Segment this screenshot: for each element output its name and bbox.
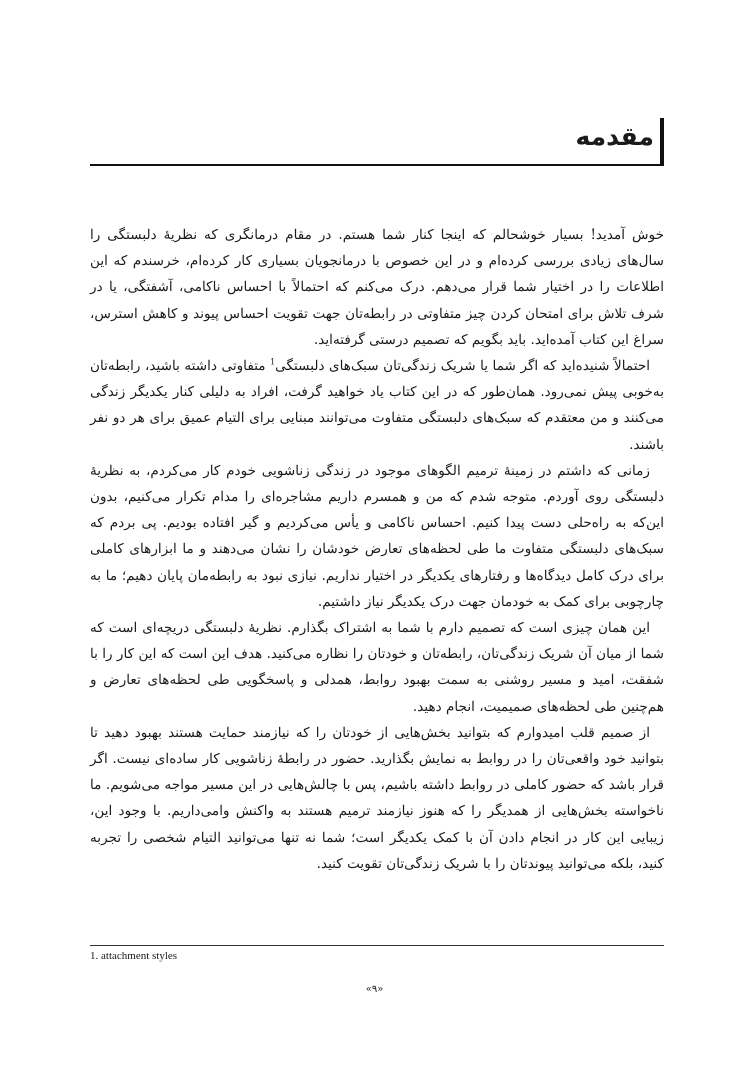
title-vertical-bar — [660, 118, 664, 164]
paragraph-3: زمانی که داشتم در زمینهٔ ترمیم الگوهای موجود در زندگی زناشویی خودم کار می‌کردم، به نظریهٔ دلبستگی روی آوردم. متوجه شدم که من و همسرم داریم مشاجره‌ای را مدام تکرار می‌کنیم، بدون این‌که به راه‌حلی دست پیدا کنیم. احساس ناکامی و یأس می‌کردیم و گیر افتاده بودیم. پی بردم که سبک‌های دلبستگی متفاوت ما طی لحظه‌های تعارض خودشان را نشان می‌دهند و ما ابزارهای کاملی برای درک کامل دیدگاه‌ها و رفتارهای یکدیگر در اختیار نداریم. نیازی نبود به رابطه‌مان پایان دهیم؛ ما به چارچوبی برای کمک به خودمان جهت درک یکدیگر نیاز داشتیم. — [90, 462, 664, 610]
paragraph-4: این همان چیزی است که تصمیم دارم با شما به اشتراک بگذارم. نظریهٔ دلبستگی دریچه‌ای است که شما از میان آن شریک زندگی‌تان، رابطه‌تان و خودتان را نظاره می‌کنید. هدف این است که این کار را با شفقت، امید و مسیر روشنی به سمت بهبود روابط، همدلی و پاسخگویی طی لحظه‌های تعارض و هم‌چنین طی لحظه‌های صمیمیت، انجام دهید. — [90, 620, 664, 715]
paragraph-2 — [90, 353, 664, 458]
chapter-header — [90, 118, 664, 166]
page-number: «۹» — [365, 984, 384, 995]
paragraph-2-text-a: احتمالاً شنیده‌اید که اگر شما یا شریک زندگی‌تان سبک‌های دلبستگی — [275, 358, 651, 375]
body-text — [90, 222, 664, 877]
paragraph-5: از صمیم قلب امیدوارم که بتوانید بخش‌هایی از خودتان را که نیازمند حمایت هستند بهبود دهید تا بتوانید خود واقعی‌تان را در روابط به نمایش بگذارید. حضور در رابطهٔ زناشویی کار ساده‌ای نیست. اگر قرار باشد که حضور کاملی در روابط داشته باشیم، پس با چالش‌هایی در این مسیر مواجه می‌شویم. ما ناخواسته بخش‌هایی از همدیگر را که هنوز نیازمند ترمیم هستند به واکنش وامی‌داریم. با وجود این، زیبایی این کار در انجام دادن آن با کمک یکدیگر است؛ شما نه تنها می‌توانید التیام شخصی را تجربه کنید، بلکه می‌توانید پیوندتان را با شریک زندگی‌تان تقویت کنید. — [90, 724, 664, 872]
chapter-title: مقدمه — [575, 122, 654, 151]
footnote-reference: 1 — [270, 357, 276, 367]
paragraph-2-text-b: متفاوتی داشته باشید، رابطه‌تان به‌خوبی پیش نمی‌رود. همان‌طور که در این کتاب یاد خواهید گرفت، افراد به دلیلی کنار یکدیگر زندگی می‌کنند و من معتقدم که سبک‌های دلبستگی متفاوت می‌توانند مبنایی برای التیام عمیق برای هر دو نفر باشند. — [90, 358, 664, 453]
title-underline-rule — [90, 164, 664, 166]
paragraph-1: خوش آمدید! بسیار خوشحالم که اینجا کنار شما هستم. در مقام درمانگری که نظریهٔ دلبستگی را سال‌های زیادی بررسی کرده‌ام و در این خصوص با درمانجویان بسیاری کار کرده‌ام، خرسندم که این اطلاعات را در اختیار شما قرار می‌دهم. درک می‌کنم که احتمالاً با احساس ناکامی، آشفتگی، یا در شرف تلاش برای امتحان کردن چیز متفاوتی در رابطه‌تان جهت تقویت احساس پیوند و کاهش استرس، سراغ این کتاب آمده‌اید. باید بگویم که تصمیم درستی گرفته‌اید. — [90, 227, 664, 348]
footnote: 1. attachment styles — [90, 950, 178, 962]
footnote-divider — [90, 945, 664, 946]
